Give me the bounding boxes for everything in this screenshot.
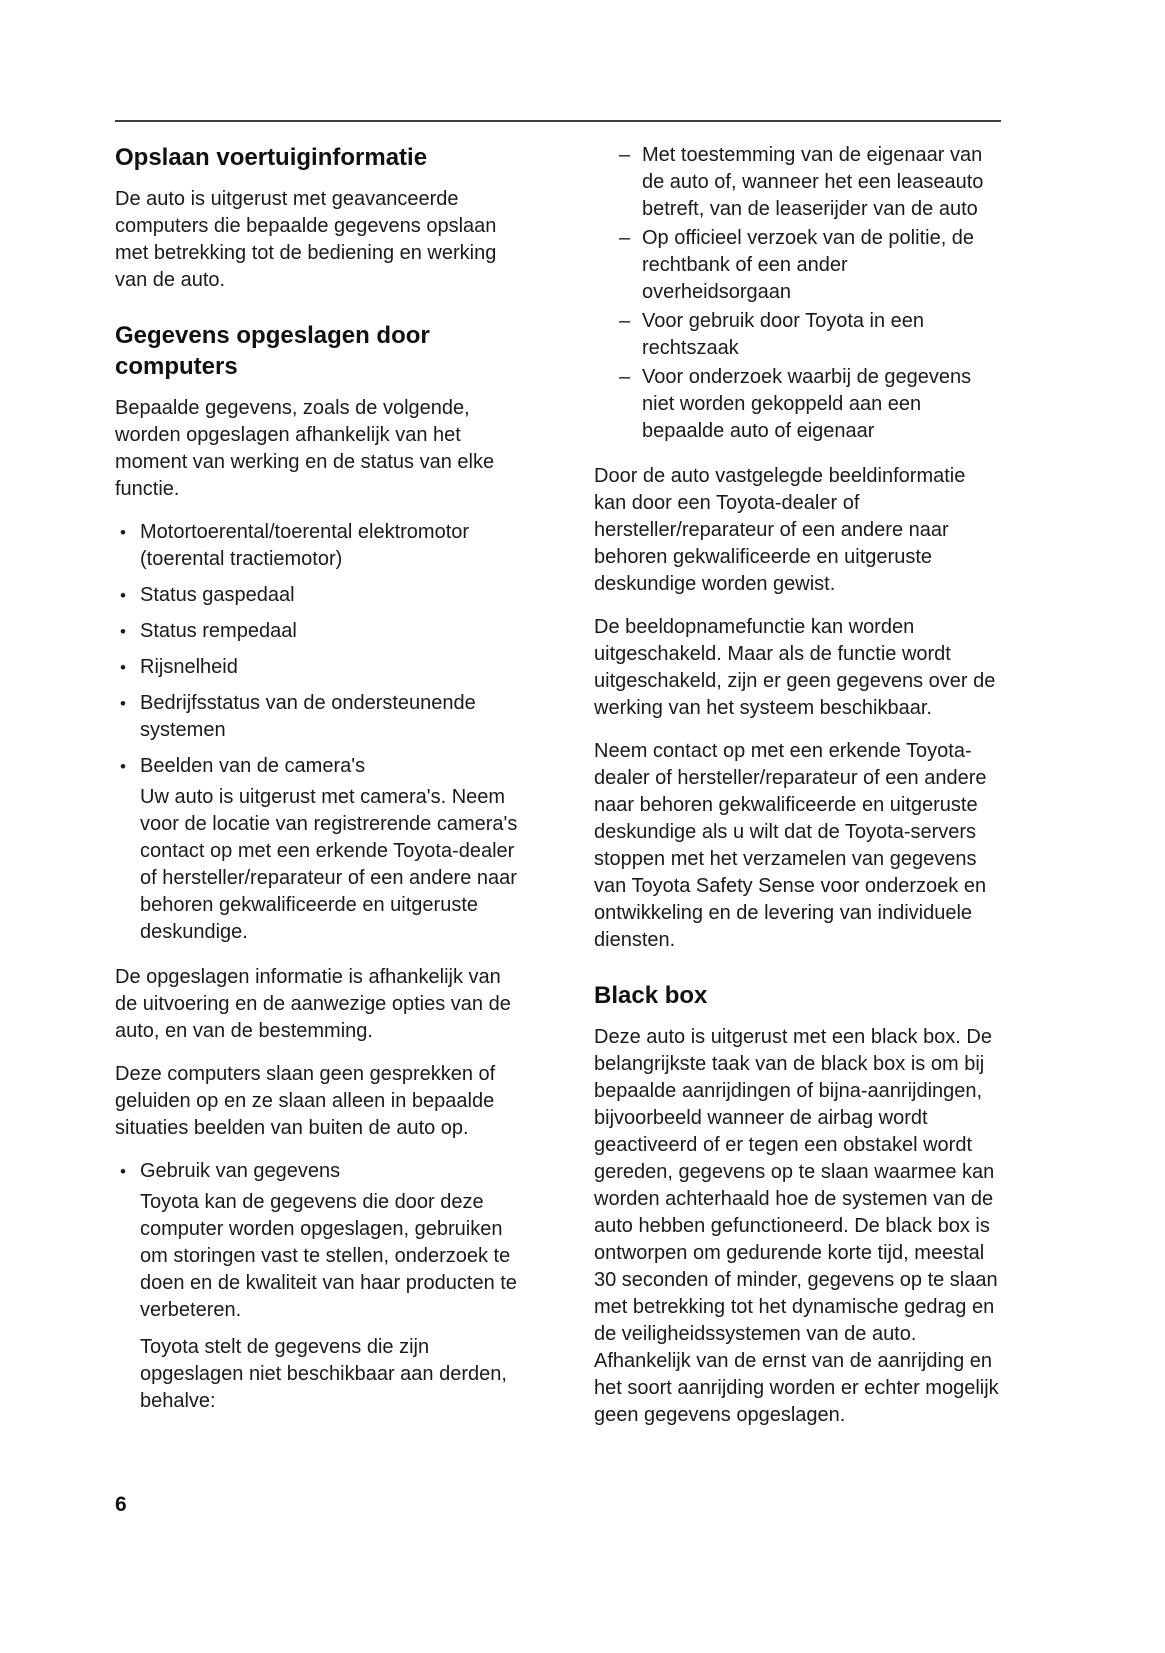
list-item-text: Bedrijfsstatus van de ondersteunende systemen: [140, 692, 476, 741]
exceptions-dash-list: [619, 142, 1000, 445]
paragraph: Deze auto is uitgerust met een black box. De belangrijkste taak van de black box is om bij bepaalde aanrijdingen of bijna-aanrijdingen, bijvoorbeeld wanneer de airbag wordt geactiveerd of er tegen een obstakel wordt gereden, gegevens op te slaan waarmee kan worden achterhaald hoe de systemen van de auto hebben gefunctioneerd. De black box is ontworpen om gedurende korte tijd, meestal 30 seconden of minder, gegevens op te slaan met betrekking tot het dynamische gedrag en de veiligheidssystemen van de auto. Afhankelijk van de ernst van de aanrijding en het soort aanrijding worden er echter mogelijk geen gegevens opgeslagen.: [594, 1026, 999, 1426]
dash-marker: –: [619, 366, 631, 388]
paragraph: De auto is uitgerust met geavanceerde computers die bepaalde gegevens opslaan met betrekking tot de bediening en werking van de auto.: [115, 188, 497, 291]
bullet-marker: •: [120, 694, 126, 713]
list-item-detail: Toyota stelt de gegevens die zijn opgeslagen niet beschikbaar aan derden, behalve:: [140, 1336, 507, 1412]
dash-marker: –: [619, 310, 631, 332]
paragraph: Door de auto vastgelegde beeldinformatie kan door een Toyota-dealer of hersteller/reparateur of een andere naar behoren gekwalificeerde en uitgeruste deskundige worden gewist.: [594, 465, 966, 595]
list-item: [115, 654, 521, 681]
section-heading-black-box: Black box: [594, 982, 708, 1009]
list-item: [115, 690, 521, 744]
list-item-text: Motortoerental/toerental elektromotor (toerental tractiemotor): [140, 521, 470, 570]
list-item: [115, 618, 521, 645]
bullet-marker: •: [120, 658, 126, 677]
list-item: [115, 1158, 521, 1415]
list-item-detail: Uw auto is uitgerust met camera's. Neem voor de locatie van registrerende camera's contact op met een erkende Toyota-dealer of hersteller/reparateur of een andere naar behoren gekwalificeerde en uitgeruste deskundige.: [140, 786, 518, 943]
bullet-marker: •: [120, 523, 126, 542]
section-heading-opslaan-voertuiginformatie: Opslaan voertuiginformatie: [115, 144, 428, 171]
paragraph: De opgeslagen informatie is afhankelijk van de uitvoering en de aanwezige opties van de auto, en van de bestemming.: [115, 966, 511, 1042]
section-heading-gegevens-opgeslagen: Gegevens opgeslagen door computers: [115, 322, 430, 380]
list-item: [619, 364, 1000, 445]
data-types-bullet-list: [115, 519, 521, 946]
paragraph: De beeldopnamefunctie kan worden uitgeschakeld. Maar als de functie wordt uitgeschakeld, zijn er geen gegevens over de werking van het systeem beschikbaar.: [594, 616, 996, 719]
list-item-text: Status gaspedaal: [140, 584, 295, 606]
list-item-detail: Toyota kan de gegevens die door deze computer worden opgeslagen, gebruiken om storingen vast te stellen, onderzoek te doen en de kwaliteit van haar producten te verbeteren.: [140, 1191, 517, 1321]
list-item-text: Status rempedaal: [140, 620, 297, 642]
list-item-text: Gebruik van gegevens: [140, 1160, 341, 1182]
content-columns: [115, 142, 1001, 1445]
list-item-text: Rijsnelheid: [140, 656, 238, 678]
list-item-text: Voor onderzoek waarbij de gegevens niet worden gekoppeld aan een bepaalde auto of eigenaar: [642, 366, 972, 442]
list-item-text: Voor gebruik door Toyota in een rechtszaak: [642, 310, 925, 359]
list-item: [619, 142, 1000, 223]
left-column: [115, 142, 521, 1445]
list-item: [115, 519, 521, 573]
list-item: [619, 308, 1000, 362]
list-item-text: Beelden van de camera's: [140, 755, 366, 777]
paragraph: Deze computers slaan geen gesprekken of geluiden op en ze slaan alleen in bepaalde situaties beelden van buiten de auto op.: [115, 1063, 496, 1139]
paragraph: Neem contact op met een erkende Toyota-dealer of hersteller/reparateur of een andere naar behoren gekwalificeerde en uitgeruste deskundige als u wilt dat de Toyota-servers stoppen met het verzamelen van gegevens van Toyota Safety Sense voor onderzoek en ontwikkeling en de levering van individuele diensten.: [594, 740, 987, 951]
page-number: 6: [115, 1493, 127, 1516]
paragraph: Bepaalde gegevens, zoals de volgende, worden opgeslagen afhankelijk van het moment van werking en de status van elke functie.: [115, 397, 495, 500]
list-item: [115, 582, 521, 609]
list-item: [619, 225, 1000, 306]
dash-marker: –: [619, 144, 631, 166]
list-item-text: Met toestemming van de eigenaar van de auto of, wanneer het een leaseauto betreft, van de leaserijder van de auto: [642, 144, 984, 220]
right-column: [594, 142, 1000, 1445]
bullet-marker: •: [120, 622, 126, 641]
bullet-marker: •: [120, 757, 126, 776]
dash-marker: –: [619, 227, 631, 249]
list-item: [115, 753, 521, 946]
bullet-marker: •: [120, 586, 126, 605]
bullet-marker: •: [120, 1162, 126, 1181]
usage-bullet-list: [115, 1158, 521, 1415]
list-item-text: Op officieel verzoek van de politie, de rechtbank of een ander overheidsorgaan: [642, 227, 975, 303]
header-rule: [115, 120, 1001, 122]
